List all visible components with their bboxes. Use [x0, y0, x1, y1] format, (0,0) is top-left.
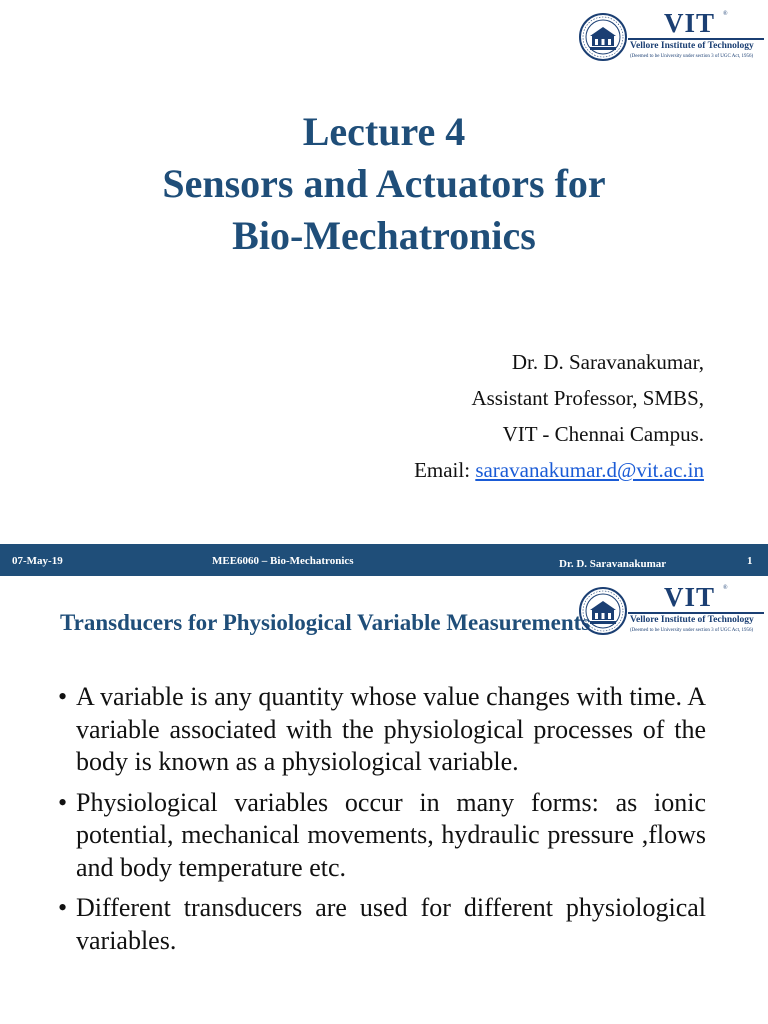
logo-wordmark: VIT [664, 582, 716, 612]
bullet-item [58, 892, 706, 957]
vit-logo [578, 10, 764, 66]
bullet-item [58, 681, 706, 779]
bullet-item [58, 787, 706, 885]
author-name: Dr. D. Saravanakumar, [511, 350, 704, 374]
logo-institute-name: Vellore Institute of Technology [630, 615, 754, 625]
email-link[interactable]: saravanakumar.d@vit.ac.in [475, 458, 704, 482]
author-campus: VIT - Chennai Campus. [502, 422, 704, 446]
title-line: Bio-Mechatronics [232, 213, 536, 258]
university-seal-icon [578, 586, 628, 636]
content-slide [0, 576, 768, 1024]
slide-footer [0, 544, 768, 576]
registered-mark: ® [723, 11, 728, 17]
author-email-line [414, 452, 704, 488]
author-position: Assistant Professor, SMBS, [471, 386, 704, 410]
bullet-list [58, 681, 706, 965]
bullet-text: Physiological variables occur in many forms: as ionic potential, mechanical movements, hydraulic pressure ,flows and body temperature etc. [76, 787, 706, 882]
registered-mark: ® [723, 585, 728, 591]
footer-date: 07-May-19 [12, 555, 63, 567]
logo-divider [628, 612, 764, 614]
bullet-glyph: • [58, 682, 68, 711]
title-line: Sensors and Actuators for [162, 161, 606, 206]
logo-subtitle: (Deemed to be University under section 3 of UGC Act, 1956) [630, 628, 754, 633]
logo-institute-name: Vellore Institute of Technology [630, 41, 754, 51]
footer-author: Dr. D. Saravanakumar [559, 558, 667, 570]
bullet-glyph: • [58, 893, 68, 922]
logo-divider [628, 38, 764, 40]
email-label: Email: [414, 458, 476, 482]
bullet-text: A variable is any quantity whose value changes with time. A variable associated with the physiological processes of the body is known as a physiological variable. [76, 682, 706, 776]
footer-course: MEE6060 – Bio-Mechatronics [212, 555, 354, 567]
logo-wordmark: VIT [664, 8, 716, 38]
university-seal-icon [578, 12, 628, 62]
slide-title [0, 106, 768, 262]
title-line: Lecture 4 [302, 109, 466, 154]
vit-logo [578, 584, 764, 640]
logo-subtitle: (Deemed to be University under section 3 of UGC Act, 1956) [630, 54, 754, 59]
author-block [414, 344, 704, 488]
bullet-text: Different transducers are used for different physiological variables. [76, 893, 706, 955]
footer-page-number: 1 [747, 555, 753, 567]
bullet-glyph: • [58, 787, 68, 817]
slide-heading: Transducers for Physiological Variable Measurements [60, 610, 591, 635]
